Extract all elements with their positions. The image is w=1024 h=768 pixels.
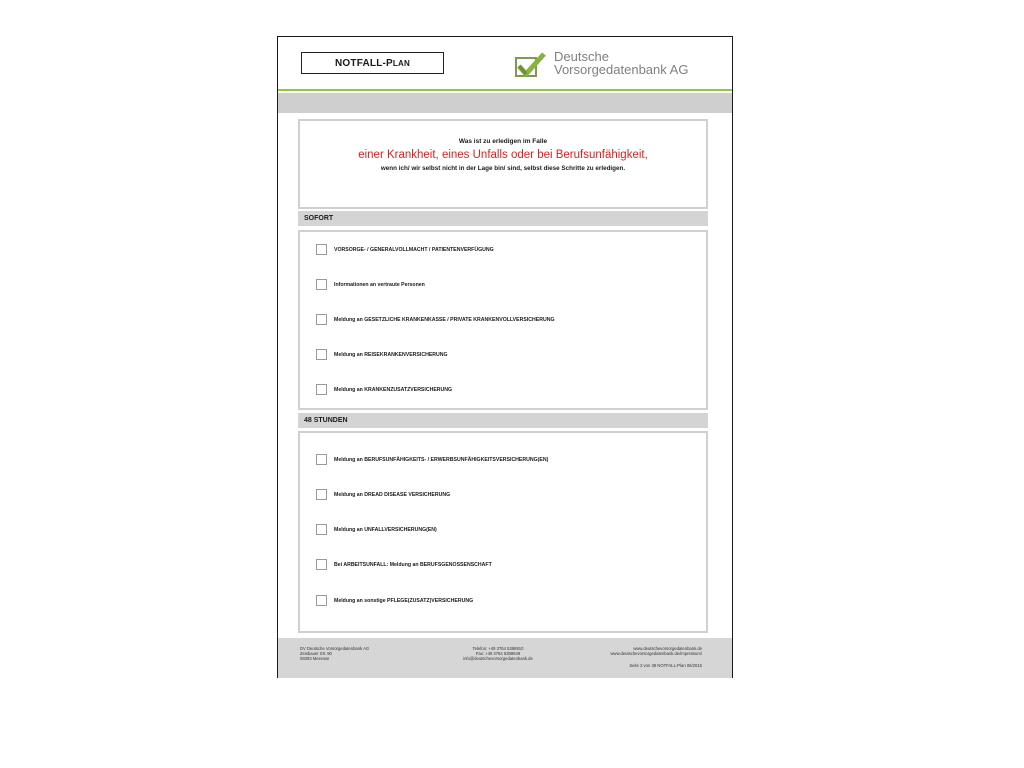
- checklist-item-label: VORSORGE- / GENERALVOLLMACHT / PATIENTENVERFÜGUNG: [334, 246, 494, 253]
- footer-company: DV Deutsche Vorsorgedatenbank AG: [300, 646, 370, 651]
- footer-website[interactable]: www.deutschevorsorgedatenbank.de: [633, 646, 702, 651]
- checklist-item-label: Meldung an sonstige PFLEGE(ZUSATZ)VERSICHERUNG: [334, 597, 474, 604]
- checklist-item: [316, 489, 450, 500]
- checkbox[interactable]: [316, 244, 327, 255]
- company-logo: [514, 49, 724, 83]
- checklist-item-label: Meldung an UNFALLVERSICHERUNG(EN): [334, 526, 437, 533]
- header-band: [278, 93, 732, 113]
- checkbox[interactable]: [316, 524, 327, 535]
- checkbox[interactable]: [316, 489, 327, 500]
- checklist-item: [316, 559, 492, 570]
- check-shield-icon: [514, 52, 548, 80]
- checkbox[interactable]: [316, 559, 327, 570]
- intro-line1: Was ist zu erledigen im Falle: [458, 138, 548, 145]
- checkbox[interactable]: [316, 595, 327, 606]
- footer-email: info@deutschevorsorgedatenbank.de: [463, 656, 533, 661]
- checkbox[interactable]: [316, 384, 327, 395]
- checklist-item: [316, 279, 425, 290]
- checklist-item: [316, 454, 548, 465]
- header-rule: [278, 89, 732, 91]
- footer-page-number: Seite 2 von 38 NOTFALL-Plan 06/2015: [629, 663, 702, 668]
- checklist-item-label: Informationen an vertraute Personen: [334, 281, 425, 288]
- footer-imprint[interactable]: www.deutschevorsorgedatenbank.de/impressum/: [610, 651, 702, 656]
- checklist-item: [316, 524, 437, 535]
- logo-text: [554, 50, 688, 76]
- checklist-item-label: Meldung an BERUFSUNFÄHIGKEITS- / ERWERBSUNFÄHIGKEITSVERSICHERUNG(EN): [334, 456, 549, 463]
- footer-address: [300, 646, 369, 661]
- title-main: NOTFALL-P: [335, 57, 393, 69]
- checklist-item-label: Bei ARBEITSUNFALL: Meldung an BERUFSGENOSSENSCHAFT: [334, 561, 492, 568]
- logo-line1: Deutsche: [554, 49, 609, 64]
- checklist-item: [316, 595, 473, 606]
- checkbox[interactable]: [316, 279, 327, 290]
- document-page: [277, 36, 733, 678]
- footer-phone: Telefon: +49 3764 5398910: [472, 646, 524, 651]
- checklist-item-label: Meldung an DREAD DISEASE VERSICHERUNG: [334, 491, 451, 498]
- checklist-item: [316, 384, 452, 395]
- checklist-item: [316, 349, 448, 360]
- intro-box: [298, 119, 708, 209]
- page-footer: [278, 638, 732, 678]
- checkbox[interactable]: [316, 349, 327, 360]
- checklist-item-label: Meldung an GESETZLICHE KRANKENKASSE / PRIVATE KRANKENVOLLVERSICHERUNG: [334, 316, 555, 323]
- section-sofort: [298, 230, 708, 410]
- intro-line2: einer Krankheit, eines Unfalls oder bei Berufsunfähigkeit,: [358, 149, 648, 161]
- title-smallcaps: LAN: [392, 58, 410, 68]
- checklist-item: [316, 244, 494, 255]
- document-title: [301, 52, 444, 74]
- checkbox[interactable]: [316, 454, 327, 465]
- checkbox[interactable]: [316, 314, 327, 325]
- logo-line2: Vorsorgedatenbank AG: [554, 62, 689, 77]
- section-title-sofort: SOFORT: [298, 211, 708, 226]
- footer-links: [611, 646, 702, 656]
- section-48-stunden: [298, 431, 708, 633]
- footer-contact: [458, 646, 538, 661]
- intro-line3: wenn ich/ wir selbst nicht in der Lage bin/ sind, selbst diese Schritte zu erledigen.: [380, 165, 626, 172]
- footer-city: 08393 Meerane: [300, 656, 330, 661]
- footer-fax: Fax: +49 3764 5398949: [475, 651, 521, 656]
- checklist-item: [316, 314, 554, 325]
- section-title-48-stunden: 48 STUNDEN: [298, 413, 708, 428]
- footer-street: Zeisbauer Str. 90: [300, 651, 332, 656]
- checklist-item-label: Meldung an REISEKRANKENVERSICHERUNG: [334, 351, 448, 358]
- checklist-item-label: Meldung an KRANKENZUSATZVERSICHERUNG: [334, 386, 453, 393]
